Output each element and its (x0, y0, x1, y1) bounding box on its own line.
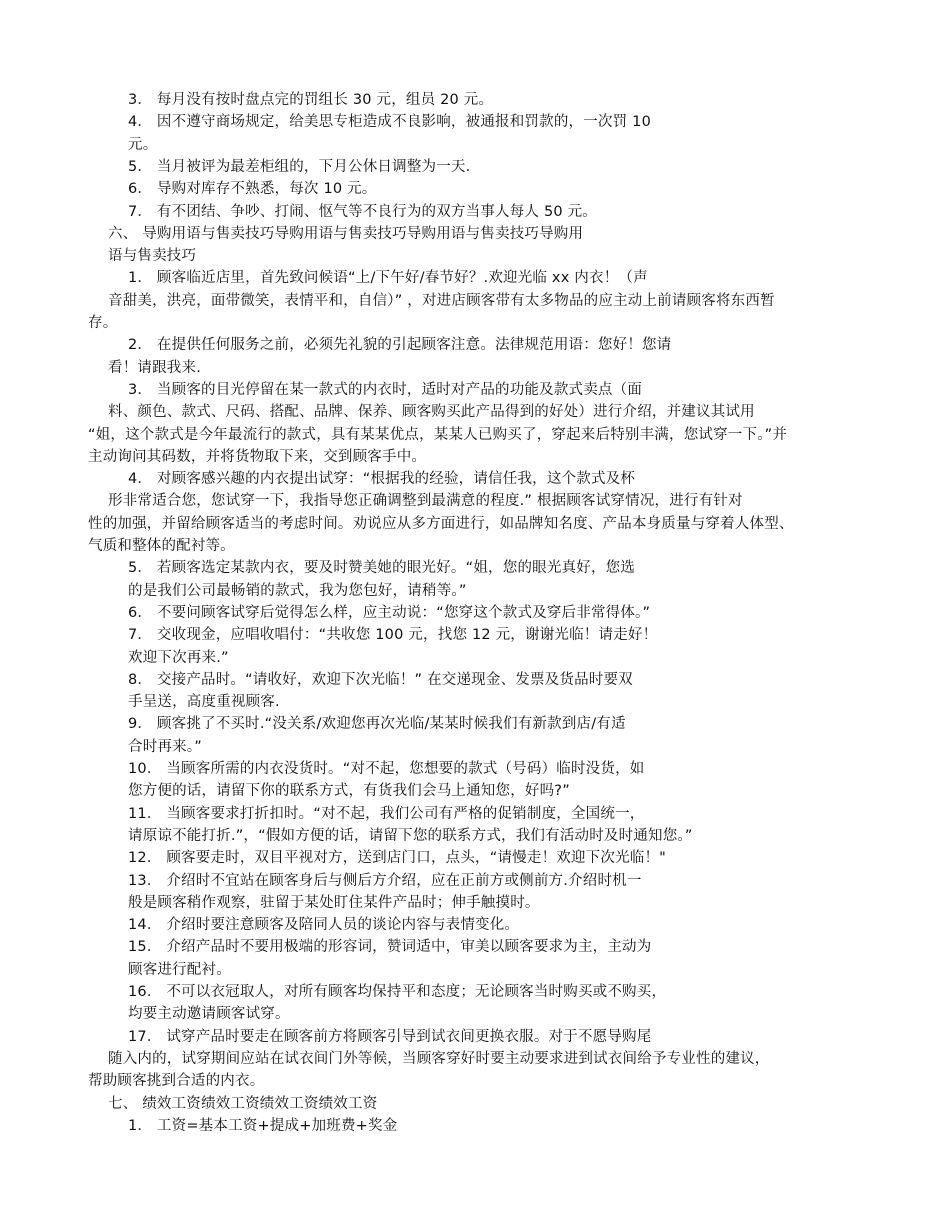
text-line: 7． 交收现金，应唱收唱付：“共收您 100 元，找您 12 元，谢谢光临！请走好！ (128, 627, 658, 644)
text-line: 11． 当顾客要求打折扣时。“对不起，我们公司有严格的促销制度，全国统一， (128, 805, 645, 822)
text-line: 6． 不要问顾客试穿后觉得怎么样，应主动说：“您穿这个款式及穿后非常得体。” (128, 604, 651, 621)
text-line: 帮助顾客挑到合适的内衣。 (88, 1073, 265, 1090)
text-line: 4． 对顾客感兴趣的内衣提出试穿：“根据我的经验，请信任我，这个款式及杯 (128, 471, 636, 488)
text-line: 顾客进行配衬。 (128, 961, 231, 978)
text-line: 12． 顾客要走时，双目平视对方，送到店门口，点头，“请慢走！欢迎下次光临！" (128, 850, 667, 867)
text-line: 13． 介绍时不宜站在顾客身后与侧后方介绍，应在正前方或侧前方.介绍时机一 (128, 872, 642, 889)
text-line: 16． 不可以衣冠取人，对所有顾客均保持平和态度；无论顾客当时购买或不购买， (128, 984, 667, 1000)
text-line: 17． 试穿产品时要走在顾客前方将顾客引导到试衣间更换衣服。对于不愿导购尾 (128, 1028, 652, 1045)
text-line: 语与售卖技巧 (108, 248, 197, 265)
text-line: 七、 绩效工资绩效工资绩效工资绩效工资 (108, 1095, 378, 1112)
text-line: 5． 若顾客选定某款内衣，要及时赞美她的眼光好。“姐，您的眼光真好，您选 (128, 560, 636, 577)
text-line: 均要主动邀请顾客试穿。 (128, 1006, 290, 1023)
text-line: 气质和整体的配衬等。 (88, 538, 235, 554)
text-line: 5． 当月被评为最差柜组的，下月公休日调整为一天. (128, 158, 471, 175)
text-line: 3． 当顾客的目光停留在某一款式的内衣时，适时对产品的功能及款式卖点（面 (128, 381, 643, 398)
text-line: 看！请跟我来. (108, 359, 202, 376)
text-line: 1． 工资=基本工资+提成+加班费+奖金 (128, 1117, 398, 1134)
text-line: 2． 在提供任何服务之前，必须先礼貌的引起顾客注意。法律规范用语：您好！您请 (128, 337, 672, 354)
text-line: 主动询问其码数，并将货物取下来，交到顾客手中。 (88, 448, 427, 465)
text-line: 手呈送，高度重视顾客. (128, 694, 280, 711)
text-line: 14． 介绍时要注意顾客及陪同人员的谈论内容与表情变化。 (128, 917, 520, 934)
text-line: 音甜美，洪亮，面带微笑，表情平和，自信）” ，对进店顾客带有太多物品的应主动上前请顾客将东西暂 (108, 292, 775, 309)
text-line: “姐，这个款式是今年最流行的款式，具有某某优点，某某人已购买了，穿起来后特别丰满，您试穿一下。”并 (88, 426, 788, 443)
text-line: 7． 有不团结、争吵、打闹、怄气等不良行为的双方当事人每人 50 元。 (128, 203, 598, 220)
text-line: 六、 导购用语与售卖技巧导购用语与售卖技巧导购用语与售卖技巧导购用 (108, 225, 584, 242)
text-line: 般是顾客稍作观察，驻留于某处盯住某件产品时；伸手触摸时。 (128, 894, 540, 911)
text-line: 1． 顾客临近店里，首先致问候语“上/下午好/春节好？.欢迎光临 xx 内衣！（声 (128, 270, 648, 287)
text-line: 10． 当顾客所需的内衣没货时。“对不起，您想要的款式（号码）临时没货，如 (128, 761, 645, 777)
text-line: 您方便的话，请留下你的联系方式，有货我们会马上通知您，好吗?” (128, 783, 570, 800)
text-line: 4． 因不遵守商场规定，给美思专柜造成不良影响，被通报和罚款的，一次罚 10 (128, 114, 651, 131)
text-line: 8． 交接产品时。“请收好，欢迎下次光临！” 在交递现金、发票及货品时要双 (128, 671, 633, 688)
text-line: 的是我们公司最畅销的款式，我为您包好，请稍等。” (128, 582, 467, 599)
text-line: 欢迎下次再来.” (128, 649, 229, 666)
text-line: 性的加强，并留给顾客适当的考虑时间。劝说应从多方面进行，如品牌知名度、产品本身质量与穿着人体型、 (88, 515, 794, 532)
text-line: 随入内的，试穿期间应站在试衣间门外等候，当顾客穿好时要主动要求进到试衣间给予专业性的建议， (108, 1050, 770, 1067)
text-line: 元。 (128, 136, 158, 153)
text-line: 请原谅不能打折.”，“假如方便的话，请留下您的联系方式，我们有活动时及时通知您。” (128, 827, 693, 844)
text-line: 3． 每月没有按时盘点完的罚组长 30 元，组员 20 元。 (128, 92, 494, 108)
text-line: 15． 介绍产品时不要用极端的形容词，赞词适中，审美以顾客要求为主，主动为 (128, 939, 652, 956)
text-line: 料、颜色、款式、尺码、搭配、品牌、保养、顾客购买此产品得到的好处）进行介绍，并建议其试用 (108, 404, 755, 421)
text-line: 合时再来。” (128, 738, 202, 755)
text-line: 形非常适合您，您试穿一下，我指导您正确调整到最满意的程度.” 根据顾客试穿情况，进行有针对 (108, 493, 743, 510)
text-line: 6． 导购对库存不熟悉，每次 10 元。 (128, 181, 377, 198)
text-line: 存。 (88, 315, 118, 331)
text-line: 9． 顾客挑了不买时.“没关系/欢迎您再次光临/某某时候我们有新款到店/有适 (128, 716, 626, 733)
